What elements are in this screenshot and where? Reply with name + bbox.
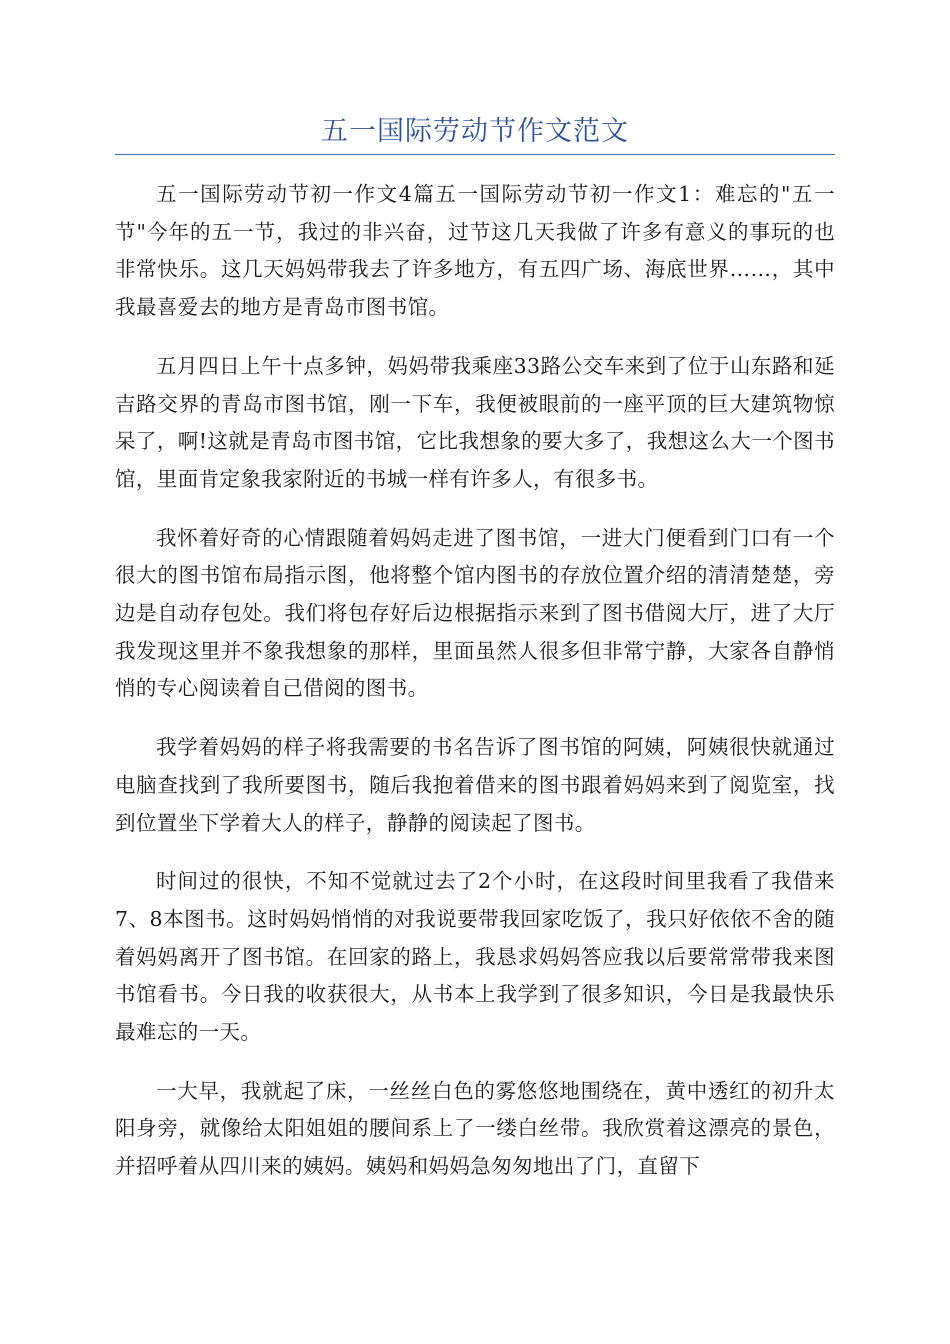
paragraph: 一大早，我就起了床，一丝丝白色的雾悠悠地围绕在，黄中透红的初升太阳身旁，就像给太阳姐姐的腰间系上了一缕白丝带。我欣赏着这漂亮的景色，并招呼着从四川来的姨妈。姨妈和妈妈急匆匆地出了门，直留下 bbox=[115, 1078, 835, 1179]
paragraph: 五月四日上午十点多钟，妈妈带我乘座33路公交车来到了位于山东路和延吉路交界的青岛市图书馆，刚一下车，我便被眼前的一座平顶的巨大建筑物惊呆了，啊!这就是青岛市图书馆，它比我想象的要大多了，我想这么大一个图书馆，里面肯定象我家附近的书城一样有许多人，有很多书。 bbox=[115, 353, 835, 491]
paragraph: 五一国际劳动节初一作文4篇五一国际劳动节初一作文1：难忘的"五一节"今年的五一节，我过的非兴奋，过节这几天我做了许多有意义的事玩的也非常快乐。这几天妈妈带我去了许多地方，有五四广场、海底世界……，其中我最喜爱去的地方是青岛市图书馆。 bbox=[115, 182, 835, 320]
paragraph: 我怀着好奇的心情跟随着妈妈走进了图书馆，一进大门便看到门口有一个很大的图书馆布局指示图，他将整个馆内图书的存放位置介绍的清清楚楚，旁边是自动存包处。我们将包存好后边根据指示来到了图书借阅大厅，进了大厅我发现这里并不象我想象的那样，里面虽然人很多但非常宁静，大家各自静悄悄的专心阅读着自己借阅的图书。 bbox=[115, 525, 835, 701]
paragraph: 时间过的很快，不知不觉就过去了2个小时，在这段时间里我看了我借来7、8本图书。这时妈妈悄悄的对我说要带我回家吃饭了，我只好依依不舍的随着妈妈离开了图书馆。在回家的路上，我恳求妈妈答应我以后要常常带我来图书馆看书。今日我的收获很大，从书本上我学到了很多知识，今日是我最快乐最难忘的一天。 bbox=[115, 869, 835, 1045]
paragraph: 我学着妈妈的样子将我需要的书名告诉了图书馆的阿姨，阿姨很快就通过电脑查找到了我所要图书，随后我抱着借来的图书跟着妈妈来到了阅览室，找到位置坐下学着大人的样子，静静的阅读起了图书。 bbox=[115, 735, 835, 835]
title-underline bbox=[115, 154, 835, 155]
document-title: 五一国际劳动节作文范文 bbox=[321, 116, 629, 147]
document-body bbox=[115, 176, 835, 1207]
